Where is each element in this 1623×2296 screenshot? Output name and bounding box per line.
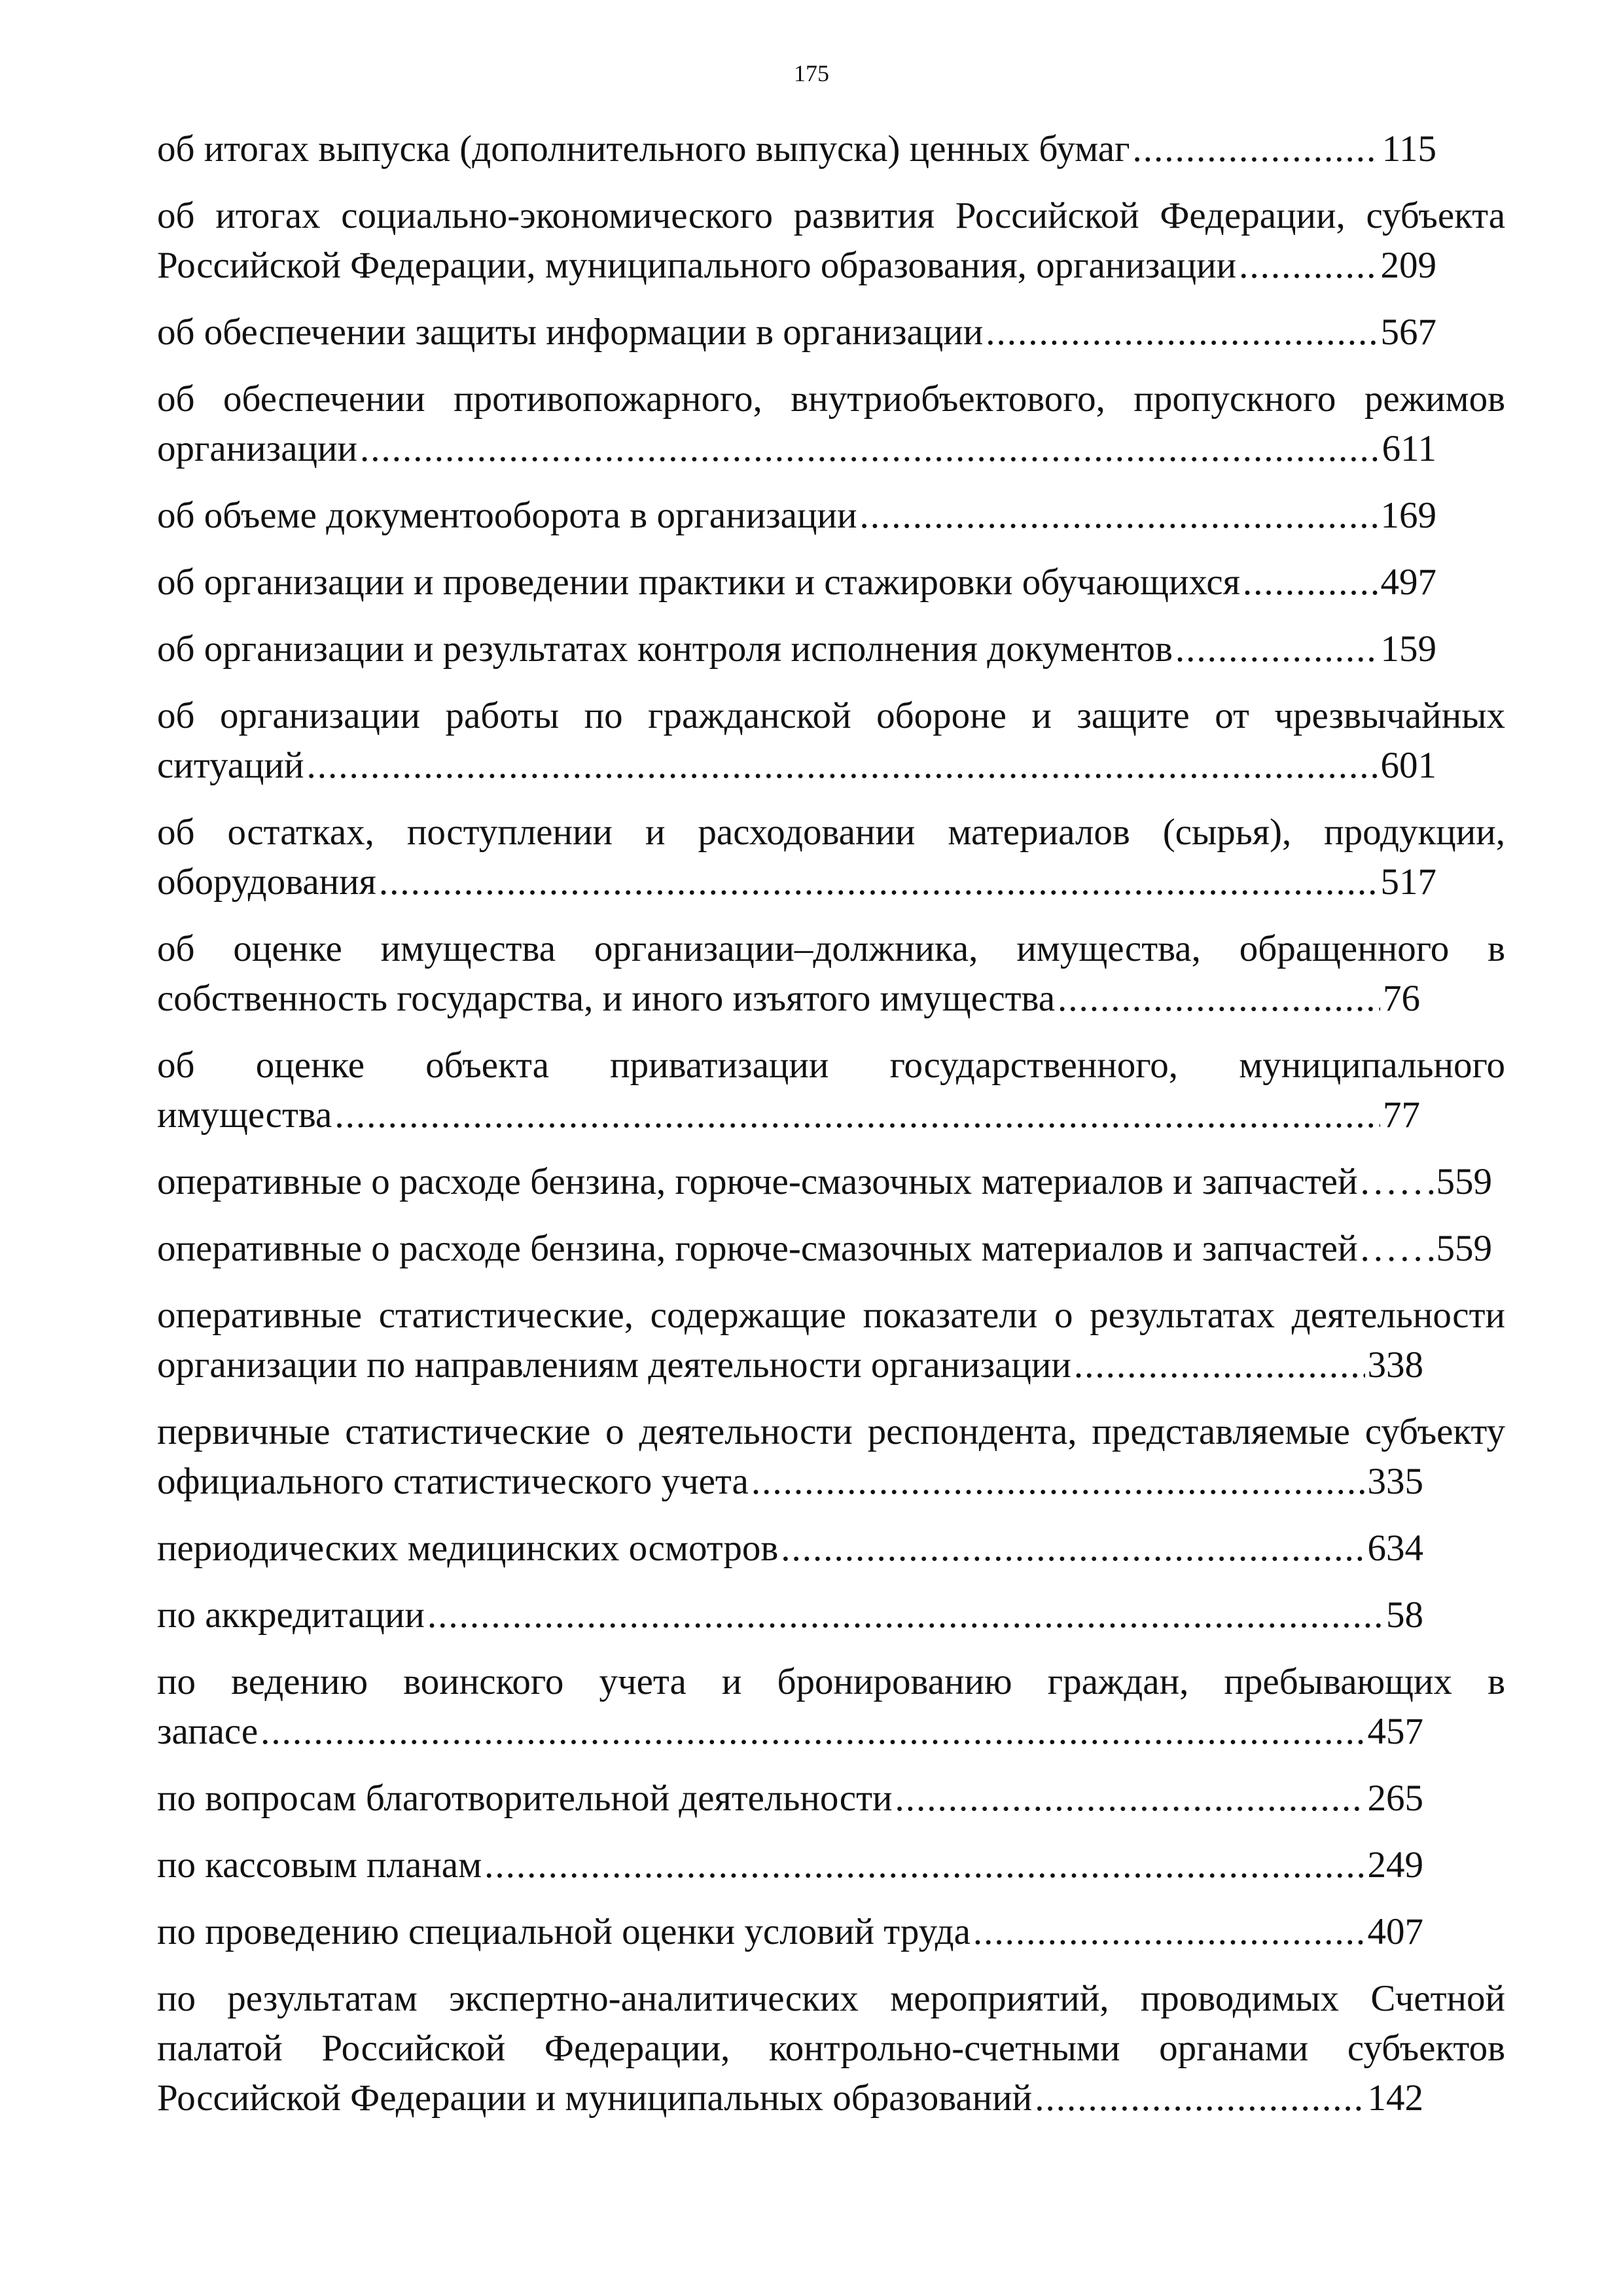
dot-leader <box>379 857 1378 907</box>
dot-leader <box>260 1707 1364 1757</box>
entry-text-lead: по ведению воинского учета и бронированию граждан, пребывающих в <box>157 1661 1505 1702</box>
index-entry <box>157 924 1505 1024</box>
entry-text-lead: об организации работы по гражданской обороне и защите от чрезвычайных <box>157 695 1505 736</box>
entry-last-line <box>157 1840 1423 1890</box>
index-entries <box>157 124 1505 2140</box>
entry-last-line <box>157 974 1420 1024</box>
entry-text: организации <box>157 428 358 469</box>
entry-text: по аккредитации <box>157 1594 425 1636</box>
index-entry <box>157 374 1505 474</box>
dot-leader <box>895 1774 1365 1823</box>
entry-text: организации по направлениям деятельности организации <box>157 1344 1071 1386</box>
entry-text: Российской Федерации, муниципального образования, организации <box>157 245 1237 286</box>
entry-page-number: 142 <box>1367 2077 1423 2119</box>
entry-page-number: 265 <box>1367 1778 1423 1819</box>
entry-last-line <box>157 624 1436 674</box>
entry-text: периодических медицинских осмотров <box>157 1528 779 1569</box>
index-entry <box>157 1657 1505 1757</box>
entry-last-line <box>157 2073 1423 2123</box>
entry-last-line <box>157 308 1436 357</box>
entry-page-number: 77 <box>1383 1094 1420 1136</box>
entry-last-line <box>157 1590 1423 1640</box>
entry-text: по вопросам благотворительной деятельности <box>157 1778 893 1819</box>
entry-last-line <box>157 1774 1423 1823</box>
entry-last-line <box>157 558 1436 607</box>
dot-leader <box>1175 624 1378 674</box>
index-entry <box>157 1041 1505 1140</box>
index-entry <box>157 308 1505 357</box>
index-entry <box>157 191 1505 291</box>
entry-page-number: 567 <box>1380 312 1436 353</box>
index-entry <box>157 1840 1505 1890</box>
entry-page-number: 169 <box>1380 495 1436 536</box>
dot-leader <box>1132 124 1379 174</box>
entry-page-number: 517 <box>1380 861 1436 903</box>
entry-page-number: 115 <box>1382 128 1436 170</box>
page-number: 175 <box>794 60 829 86</box>
dot-leader <box>334 1090 1380 1140</box>
entry-last-line <box>157 124 1436 174</box>
entry-last-line <box>157 1707 1423 1757</box>
entry-last-line <box>157 1524 1423 1573</box>
dot-leader <box>781 1524 1364 1573</box>
index-entry <box>157 558 1505 607</box>
dot-leader <box>1360 1157 1433 1207</box>
dot-leader <box>1239 241 1378 291</box>
entry-page-number: 58 <box>1386 1594 1423 1636</box>
entry-text-lead: первичные статистические о деятельности респондента, представляемые субъекту <box>157 1411 1505 1452</box>
entry-last-line <box>157 1157 1492 1207</box>
entry-text: оперативные о расходе бензина, горюче-смазочных материалов и запчастей <box>157 1228 1358 1269</box>
entry-last-line <box>157 424 1436 474</box>
entry-text-lead: оперативные статистические, содержащие показатели о результатах деятельности <box>157 1295 1505 1336</box>
index-entry <box>157 691 1505 791</box>
index-entry <box>157 1974 1505 2123</box>
entry-page-number: 338 <box>1367 1344 1423 1386</box>
entry-page-number: 634 <box>1367 1528 1423 1569</box>
index-entry <box>157 1224 1505 1274</box>
index-entry <box>157 1157 1505 1207</box>
entry-text: собственность государства, и иного изъятого имущества <box>157 978 1056 1019</box>
entry-page-number: 601 <box>1380 745 1436 786</box>
index-entry <box>157 1291 1505 1390</box>
entry-text: оборудования <box>157 861 376 903</box>
entry-text: запасе <box>157 1711 259 1752</box>
index-entry <box>157 624 1505 674</box>
entry-text: имущества <box>157 1094 332 1136</box>
entry-last-line <box>157 857 1436 907</box>
entry-text: ситуаций <box>157 745 304 786</box>
dot-leader <box>1243 558 1378 607</box>
entry-page-number: 159 <box>1380 628 1436 670</box>
index-entry <box>157 1907 1505 1957</box>
entry-text: об обеспечении защиты информации в организации <box>157 312 984 353</box>
entry-text-lead: об обеспечении противопожарного, внутриобъектового, пропускного режимов <box>157 378 1505 420</box>
entry-last-line <box>157 741 1436 791</box>
entry-page-number: 559 <box>1436 1228 1492 1269</box>
entry-last-line <box>157 1340 1423 1390</box>
entry-text: об организации и результатах контроля исполнения документов <box>157 628 1173 670</box>
index-entry <box>157 124 1505 174</box>
entry-text: Российской Федерации и муниципальных образований <box>157 2077 1033 2119</box>
index-entry <box>157 1524 1505 1573</box>
entry-page-number: 209 <box>1380 245 1436 286</box>
entry-text-lead: об остатках, поступлении и расходовании материалов (сырья), продукции, <box>157 812 1505 853</box>
index-entry <box>157 1774 1505 1823</box>
entry-page-number: 611 <box>1382 428 1436 469</box>
entry-text: об организации и проведении практики и стажировки обучающихся <box>157 562 1240 603</box>
dot-leader <box>1360 1224 1433 1274</box>
dot-leader <box>427 1590 1383 1640</box>
entry-last-line <box>157 1224 1492 1274</box>
index-entry <box>157 1590 1505 1640</box>
dot-leader <box>360 424 1380 474</box>
dot-leader <box>484 1840 1364 1890</box>
dot-leader <box>1058 974 1380 1024</box>
entry-text-lead: об итогах социально-экономического развития Российской Федерации, субъекта <box>157 195 1505 236</box>
entry-text: оперативные о расходе бензина, горюче-смазочных материалов и запчастей <box>157 1161 1358 1202</box>
entry-text-lead: по результатам экспертно-аналитических мероприятий, проводимых Счетной палатой Российской Федерации, контрольно-счетными органами субъектов <box>157 1978 1505 2069</box>
index-entry <box>157 491 1505 541</box>
entry-page-number: 457 <box>1367 1711 1423 1752</box>
dot-leader <box>859 491 1378 541</box>
entry-text: по кассовым планам <box>157 1844 482 1886</box>
index-entry <box>157 808 1505 907</box>
entry-last-line <box>157 491 1436 541</box>
entry-last-line <box>157 1090 1420 1140</box>
entry-page-number: 497 <box>1380 562 1436 603</box>
entry-page-number: 559 <box>1436 1161 1492 1202</box>
entry-last-line <box>157 1907 1423 1957</box>
entry-page-number: 407 <box>1367 1911 1423 1952</box>
entry-text: об объеме документооборота в организации <box>157 495 857 536</box>
entry-text: официального статистического учета <box>157 1461 749 1502</box>
entry-page-number: 76 <box>1383 978 1420 1019</box>
dot-leader <box>1074 1340 1365 1390</box>
index-entry <box>157 1407 1505 1507</box>
entry-page-number: 249 <box>1367 1844 1423 1886</box>
dot-leader <box>973 1907 1365 1957</box>
entry-last-line <box>157 241 1436 291</box>
dot-leader <box>307 741 1378 791</box>
entry-last-line <box>157 1457 1423 1507</box>
dot-leader <box>751 1457 1365 1507</box>
entry-text: об итогах выпуска (дополнительного выпуска) ценных бумаг <box>157 128 1130 170</box>
dot-leader <box>986 308 1378 357</box>
entry-text-lead: об оценке объекта приватизации государственного, муниципального <box>157 1045 1505 1086</box>
entry-text: по проведению специальной оценки условий труда <box>157 1911 971 1952</box>
entry-text-lead: об оценке имущества организации–должника, имущества, обращенного в <box>157 928 1505 969</box>
dot-leader <box>1035 2073 1364 2123</box>
entry-page-number: 335 <box>1367 1461 1423 1502</box>
